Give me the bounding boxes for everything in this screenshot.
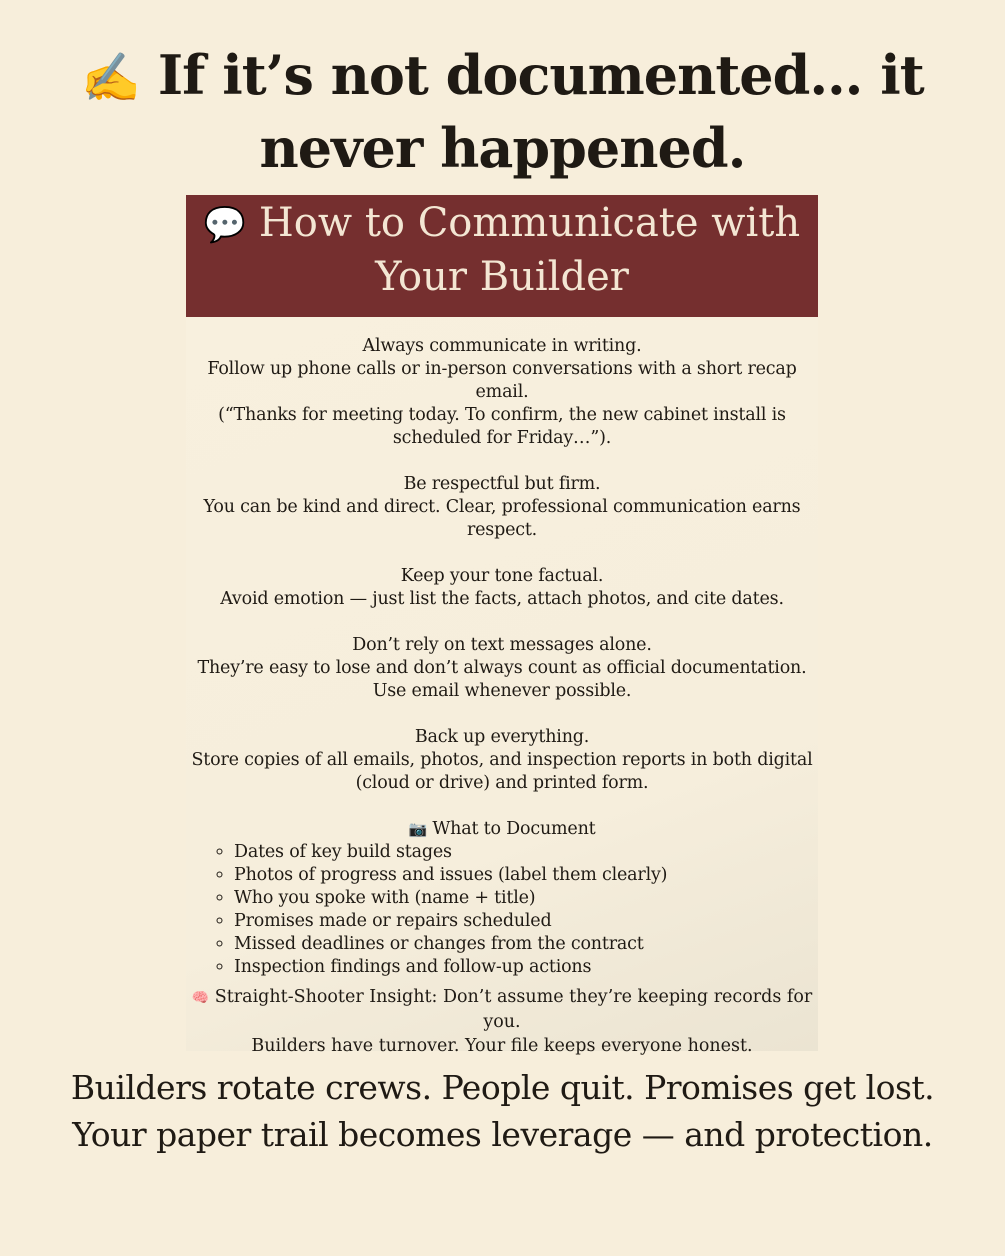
- list-item: ◦ Who you spoke with (name + title): [234, 887, 822, 910]
- tip-block: [182, 565, 822, 611]
- tip-text: (“Thanks for meeting today. To confirm, the new cabinet install is scheduled for Friday…”).: [218, 405, 786, 448]
- banner-title-line-1: How to Communicate with: [258, 200, 801, 246]
- tip-block: [182, 335, 822, 450]
- tip-block: [182, 473, 822, 542]
- tip-block: [182, 634, 822, 703]
- card-banner: [186, 195, 818, 317]
- list-item: ◦ Photos of progress and issues (label them clearly): [234, 864, 822, 887]
- list-item: ◦ Missed deadlines or changes from the contract: [234, 933, 822, 956]
- list-item: ◦ Dates of key build stages: [234, 841, 822, 864]
- list-item: ◦ Inspection findings and follow-up actions: [234, 956, 822, 979]
- footer-line-1: Builders rotate crews. People quit. Promises get lost.: [70, 1068, 935, 1107]
- footer-quote: [30, 1064, 975, 1158]
- document-list: [182, 841, 822, 979]
- camera-icon: 📷: [408, 820, 427, 838]
- insight-box: [182, 985, 822, 1058]
- content-card: [186, 195, 818, 1056]
- insight-text-1: Straight-Shooter Insight: Don’t assume they’re keeping records for you.: [214, 987, 813, 1032]
- document-section-heading: [182, 818, 822, 841]
- headline-text: If it’s not documented… it never happened.: [157, 43, 924, 180]
- speech-bubble-icon: 💬: [203, 205, 247, 245]
- tip-text: Follow up phone calls or in-person conversations with a short recap email.: [207, 359, 797, 402]
- tip-title: Back up everything.: [414, 727, 590, 747]
- tip-text: They’re easy to lose and don’t always count as official documentation. Use email whenever possible.: [197, 658, 807, 701]
- tip-text: Store copies of all emails, photos, and inspection reports in both digital (cloud or drive) and printed form.: [191, 750, 813, 793]
- insight-text-2: Builders have turnover. Your file keeps everyone honest.: [251, 1036, 753, 1056]
- banner-line-1: [186, 197, 818, 251]
- tip-title: Don’t rely on text messages alone.: [352, 635, 652, 655]
- insight-line-1: [182, 985, 822, 1034]
- tip-text: Avoid emotion — just list the facts, attach photos, and cite dates.: [220, 589, 784, 609]
- tip-title: Always communicate in writing.: [362, 336, 642, 356]
- brain-icon: 🧠: [191, 990, 210, 1006]
- writing-hand-icon: ✍️: [81, 50, 141, 106]
- banner-title-line-2: Your Builder: [375, 254, 629, 300]
- footer-line-2: Your paper trail becomes leverage — and protection.: [72, 1115, 933, 1154]
- tip-text: You can be kind and direct. Clear, professional communication earns respect.: [203, 497, 801, 540]
- document-heading-text: What to Document: [432, 819, 596, 839]
- tip-block: [182, 726, 822, 795]
- list-item: ◦ Promises made or repairs scheduled: [234, 910, 822, 933]
- headline: [40, 40, 965, 183]
- tip-title: Be respectful but firm.: [403, 474, 601, 494]
- card-body: [182, 335, 822, 979]
- tip-title: Keep your tone factual.: [400, 566, 604, 586]
